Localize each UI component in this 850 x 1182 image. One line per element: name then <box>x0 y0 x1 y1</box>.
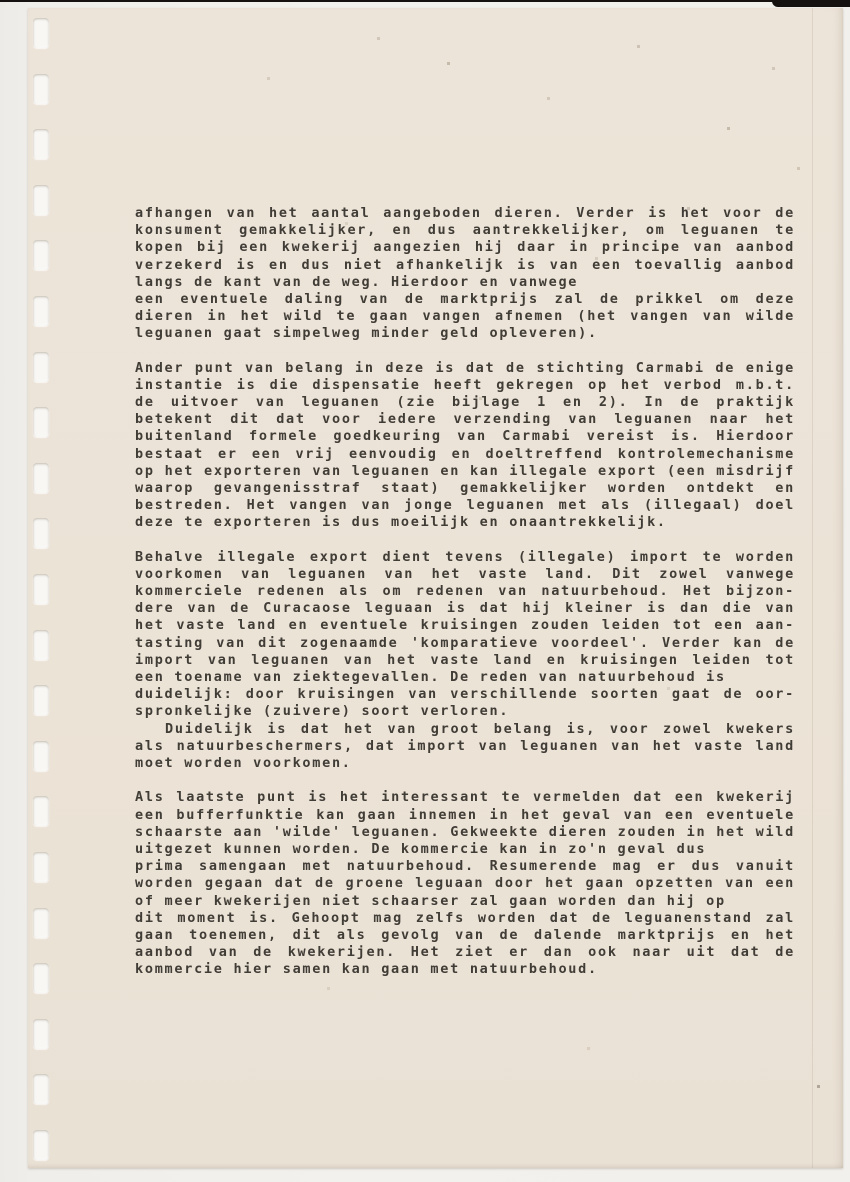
text-block <box>135 205 795 979</box>
text-line: dere van de Curacaose leguaan is dat hij kleiner is dan die van <box>135 600 795 617</box>
text-line: waarop gevangenisstraf staat) gemakkelijker worden ontdekt en <box>135 480 795 497</box>
binding-hole <box>33 18 49 48</box>
text-line: bestreden. Het vangen van jonge leguanen met als (illegaal) doel <box>135 497 795 514</box>
text-line: gaan toenemen, dit als gevolg van de dalende marktprijs en het <box>135 926 795 943</box>
paper-sheet <box>28 8 843 1168</box>
paragraph <box>135 789 795 978</box>
binding-hole <box>33 463 49 493</box>
text-line: Ander punt van belang in deze is dat de stichting Carmabi de enige <box>135 359 795 376</box>
text-line: konsument gemakkelijker, en dus aantrekkelijker, om leguanen te <box>135 222 795 239</box>
text-line: schaarste aan 'wilde' leguanen. Gekweekte dieren zouden in het wild <box>135 823 795 840</box>
text-line: of meer kwekerijen niet schaarser zal gaan worden dan hij op <box>135 892 726 909</box>
binding-hole <box>33 1130 49 1160</box>
binding-hole <box>33 908 49 938</box>
binding-hole <box>33 1074 49 1104</box>
text-line: tasting van dit zogenaamde 'komparatieve voordeel'. Verder kan de <box>135 634 795 651</box>
text-line: afhangen van het aantal aangeboden dieren. Verder is het voor de <box>135 205 795 221</box>
text-line: de uitvoer van leguanen (zie bijlage 1 en 2). In de praktijk <box>135 394 795 411</box>
binding-hole <box>33 963 49 993</box>
paragraph <box>135 360 795 532</box>
text-line: een toename van ziektegevallen. De reden van natuurbehoud is <box>135 669 726 686</box>
text-line: prima samengaan met natuurbehoud. Resumerende mag er dus vanuit <box>135 858 795 875</box>
binding-hole <box>33 685 49 715</box>
paragraph <box>135 549 795 773</box>
binding-hole <box>33 352 49 382</box>
text-line: aanbod van de kwekerijen. Het ziet er dan ook naar uit dat de <box>135 944 795 961</box>
text-line: instantie is die dispensatie heeft gekregen op het verbod m.b.t. <box>135 376 795 393</box>
binding-hole <box>33 240 49 270</box>
text-line: een eventuele daling van de marktprijs zal de prikkel om deze <box>135 291 795 308</box>
text-line: duidelijk: door kruisingen van verschillende soorten gaat de oor- <box>135 686 795 703</box>
text-line: kommercie hier samen kan gaan met natuurbehoud. <box>135 961 598 978</box>
text-line: langs de kant van de weg. Hierdoor en vanwege <box>135 273 579 290</box>
binding-hole <box>33 296 49 326</box>
text-line: betekent dit dat voor iedere verzending van leguanen naar het <box>135 411 795 428</box>
text-line: moet worden voorkomen. <box>135 755 352 772</box>
binding-hole <box>33 741 49 771</box>
binding-hole <box>33 852 49 882</box>
text-line: leguanen gaat simpelweg minder geld opleveren). <box>135 325 598 342</box>
text-line: bestaat er een vrij eenvoudig en doeltreffend kontrolemechanisme <box>135 445 795 462</box>
text-line: kommerciele redenen als om redenen van natuurbehoud. Het bijzon- <box>135 583 795 600</box>
paragraph <box>135 205 795 343</box>
text-line: Duidelijk is dat het van groot belang is, voor zowel kwekers <box>165 720 795 737</box>
text-line: kopen bij een kwekerij aangezien hij daar in principe van aanbod <box>135 239 795 256</box>
text-line: import van leguanen van het vaste land en kruisingen leiden tot <box>135 651 795 668</box>
binding-hole <box>33 630 49 660</box>
text-line: spronkelijke (zuivere) soort verloren. <box>135 703 510 720</box>
text-line: dit moment is. Gehoopt mag zelfs worden dat de leguanenstand zal <box>135 909 795 926</box>
text-line: buitenland formele goedkeuring van Carmabi vereist is. Hierdoor <box>135 428 795 445</box>
text-line: worden gegaan dat de groene leguaan door het gaan opzetten van een <box>135 875 795 892</box>
binding-hole <box>33 407 49 437</box>
text-line: verzekerd is en dus niet afhankelijk is van een toevallig aanbod <box>135 256 795 273</box>
binding-hole <box>33 574 49 604</box>
text-line: op het exporteren van leguanen en kan illegale export (een misdrijf <box>135 462 795 479</box>
text-line: dieren in het wild te gaan vangen afnemen (het vangen van wilde <box>135 308 795 325</box>
paper-crease <box>812 8 813 1168</box>
binding-hole <box>33 185 49 215</box>
binding-hole <box>33 129 49 159</box>
text-line: als natuurbeschermers, dat import van leguanen van het vaste land <box>135 737 795 754</box>
text-line: het vaste land en eventuele kruisingen zouden leiden tot een aan- <box>135 617 795 634</box>
scanner-edge-top <box>0 0 850 2</box>
binding-hole <box>33 1019 49 1049</box>
scan-speckles <box>28 8 29 9</box>
text-line: Behalve illegale export dient tevens (illegale) import te worden <box>135 548 795 565</box>
binding-hole <box>33 518 49 548</box>
text-line: uitgezet kunnen worden. De kommercie kan in zo'n geval dus <box>135 840 707 857</box>
text-line: deze te exporteren is dus moeilijk en onaantrekkelijk. <box>135 514 667 531</box>
binding-hole <box>33 796 49 826</box>
text-line: Als laatste punt is het interessant te vermelden dat een kwekerij <box>135 789 795 806</box>
text-line: voorkomen van leguanen van het vaste land. Dit zowel vanwege <box>135 565 795 582</box>
text-line: een bufferfunktie kan gaan innemen in het geval van een eventuele <box>135 806 795 823</box>
scanner-edge-corner <box>772 0 850 7</box>
binding-hole <box>33 74 49 104</box>
